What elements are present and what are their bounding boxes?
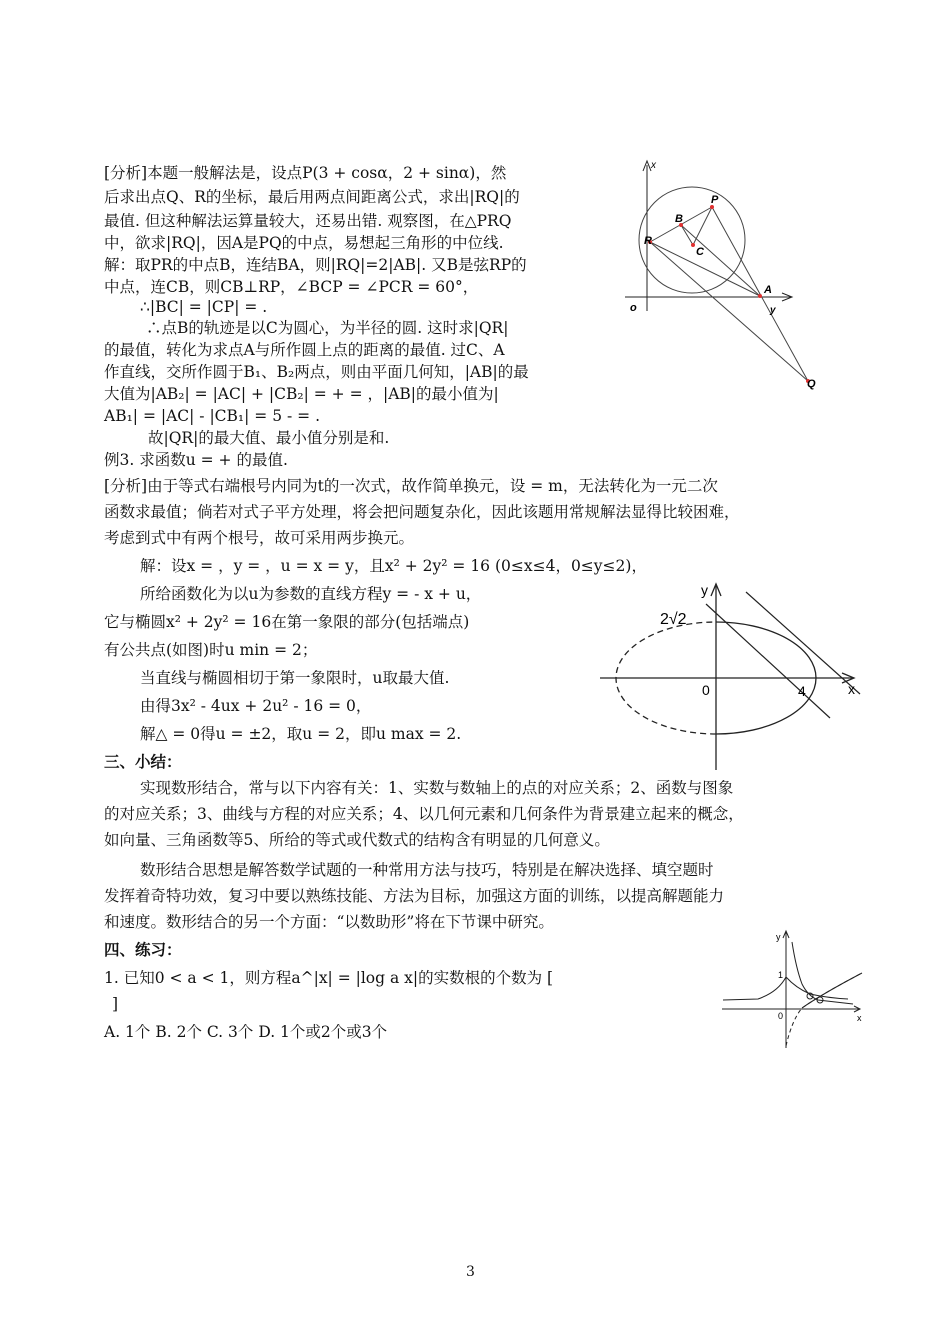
text-line-17: 考虑到式中有两个根号，故可采用两步换元。 [104, 529, 415, 547]
text-line-4: 中，欲求|RQ|，因A是PQ的中点，易想起三角形的中位线. [104, 234, 504, 252]
svg-text:C: C [696, 246, 704, 258]
text-line-21: 有公共点(如图)时u min = 2； [104, 641, 318, 659]
svg-text:4: 4 [798, 683, 806, 699]
svg-text:x: x [651, 160, 656, 171]
svg-text:0: 0 [778, 1011, 784, 1021]
text-line-22: 当直线与椭圆相切于第一象限时，u取最大值. [140, 669, 450, 687]
svg-text:0: 0 [702, 682, 710, 698]
svg-text:2√2: 2√2 [660, 611, 687, 628]
text-line-19: 所给函数化为以u为参数的直线方程y = - x + u， [140, 585, 482, 603]
text-line-7: ∴|BC| = |CP| = . [140, 298, 268, 316]
text-line-9: 的最值，转化为求点A与所作圆上点的距离的最值. 过C、A [104, 341, 505, 359]
exercise-1-question: 1. 已知0 < a < 1，则方程a^|x| = |log a x|的实数根的个数为 [ [104, 969, 554, 987]
text-line-8: ∴点B的轨迹是以C为圆心，为半径的圆. 这时求|QR| [146, 319, 509, 337]
svg-text:A: A [764, 284, 772, 296]
text-line-31: 和速度。数形结合的另一个方面：“以数助形”将在下节课中研究。 [104, 913, 554, 931]
text-line-29: 数形结合思想是解答数学试题的一种常用方法与技巧，特别是在解决选择、填空题时 [140, 861, 714, 879]
svg-text:y: y [770, 305, 776, 316]
circle-geometry-figure [620, 155, 820, 395]
section-summary-heading: 三、小结： [104, 752, 182, 771]
page-number: 3 [466, 1264, 475, 1280]
text-line-5: 解：取PR的中点B，连结BA，则|RQ|=2|AB|. 又B是弦RP的 [104, 256, 527, 274]
svg-text:o: o [630, 302, 637, 314]
section-exercise-heading: 四、练习： [104, 940, 182, 959]
svg-text:P: P [711, 194, 719, 206]
text-line-1: [分析]本题一般解法是，设点P(3 + cosα，2 + sinα)，然 [104, 164, 507, 182]
svg-text:x: x [857, 1013, 862, 1023]
text-line-23: 由得3x² - 4ux + 2u² - 16 = 0， [140, 697, 372, 715]
exercise-1-options: A. 1个 B. 2个 C. 3个 D. 1个或2个或3个 [104, 1023, 388, 1041]
svg-text:B: B [675, 213, 683, 225]
exp-log-graph-figure [718, 928, 868, 1053]
text-line-16: 函数求最值；倘若对式子平方处理，将会把问题复杂化，因此该题用常规解法显得比较困难， [104, 503, 740, 521]
text-line-26: 实现数形结合，常与以下内容有关：1、实数与数轴上的点的对应关系；2、函数与图象 [140, 779, 734, 797]
text-line-13: 故|QR|的最大值、最小值分别是和. [148, 429, 390, 447]
text-line-20: 它与椭圆x² + 2y² = 16在第一象限的部分(包括端点) [104, 613, 470, 631]
text-line-28: 如向量、三角函数等5、所给的等式或代数式的结构含有明显的几何意义。 [104, 831, 610, 849]
text-line-24: 解△ = 0得u = ±2，取u = 2，即u max = 2. [140, 725, 462, 743]
text-line-3: 最值. 但这种解法运算量较大，还易出错. 观察图，在△PRQ [104, 212, 512, 230]
svg-text:x: x [848, 681, 855, 697]
svg-text:R: R [644, 235, 652, 247]
text-line-10: 作直线，交所作圆于B₁、B₂两点，则由平面几何知，|AB|的最 [104, 363, 529, 381]
text-line-27: 的对应关系；3、曲线与方程的对应关系；4、以几何元素和几何条件为背景建立起来的概念， [104, 805, 744, 823]
exercise-1-bracket: ] [112, 995, 119, 1013]
svg-text:Q: Q [807, 378, 816, 390]
text-line-30: 发挥着奇特功效，复习中要以熟练技能、方法为目标，加强这方面的训练，以提高解题能力 [104, 887, 725, 905]
svg-text:1: 1 [778, 970, 784, 980]
text-line-18: 解：设x = ，y = ，u = x = y，且x² + 2y² = 16 (0≤x≤4，0≤y≤2)， [140, 557, 647, 575]
text-line-15: [分析]由于等式右端根号内同为t的一次式，故作简单换元，设 = m，无法转化为一元二次 [104, 477, 718, 495]
svg-text:y: y [776, 932, 781, 942]
text-line-12: AB₁| = |AC| - |CB₁| = 5 - = . [104, 407, 320, 425]
svg-text:y: y [701, 582, 708, 598]
ellipse-line-figure [598, 578, 868, 773]
text-line-6: 中点，连CB，则CB⊥RP，∠BCP = ∠PCR = 60°， [104, 278, 479, 296]
example-3-title: 例3. 求函数u = + 的最值. [104, 451, 288, 469]
text-line-11: 大值为|AB₂| = |AC| + |CB₂| = + = ，|AB|的最小值为| [104, 385, 499, 403]
text-line-2: 后求出点Q、R的坐标，最后用两点间距离公式，求出|RQ|的 [104, 188, 520, 206]
